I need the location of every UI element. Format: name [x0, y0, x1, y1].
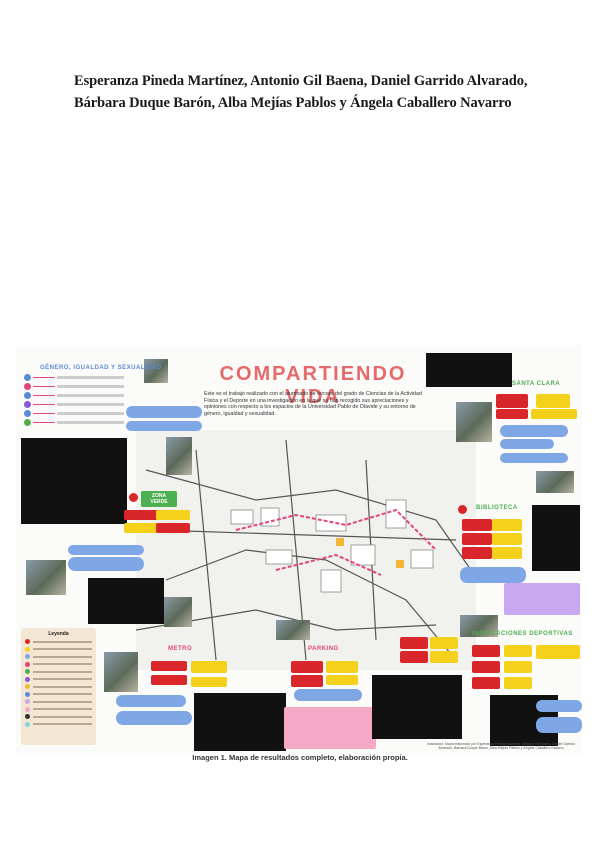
parking-tag-2: [326, 661, 358, 673]
section-metro-title: METRO: [168, 646, 193, 652]
legend-title: Leyenda: [48, 631, 69, 637]
parking-tag-3: [291, 675, 323, 687]
legend-row: [25, 669, 92, 675]
metro-tag-3: [151, 675, 187, 685]
metro-note: [194, 693, 286, 751]
parking-tag-4: [326, 675, 358, 685]
instalaciones-tag-10: [504, 677, 532, 689]
section-zona-verde-label: ZONA VERDE: [141, 491, 177, 507]
biblioteca-tag-6: [492, 547, 522, 559]
instalaciones-tag-11: [536, 645, 580, 659]
zona-verde-marker: [129, 493, 138, 502]
legend-row: [25, 639, 92, 645]
figure-credit: Ilustración: Mapa elaborado por Esperanza Pineda Martínez, Antonio Gil Baena, Daniel Garrido Alvarado, Bárbara Duque Barón, Alba Mejías Pablos y Ángela Caballero Navarro: [427, 742, 575, 750]
figure-caption: Imagen 1. Mapa de resultados completo, elaboración propia.: [192, 753, 408, 762]
biblioteca-tag-1: [462, 519, 492, 531]
section-gender-title: GÉNERO, IGUALDAD Y SEXUALIDAD: [40, 365, 162, 371]
instalaciones-bubble-2: [536, 717, 582, 733]
biblioteca-tag-4: [492, 533, 522, 545]
legend-row: [25, 654, 92, 660]
metro-tag-1: [151, 661, 187, 671]
author-list: [74, 70, 544, 114]
biblioteca-bubble: [460, 567, 526, 583]
biblioteca-note-purple: [504, 583, 580, 615]
zona-verde-tag-3: [124, 523, 158, 533]
biblioteca-marker: [458, 505, 467, 514]
section-biblioteca-title: BIBLIOTECA: [476, 505, 518, 511]
photo-top-center: [166, 437, 192, 475]
santa-clara-bubble-1: [500, 425, 568, 437]
instalaciones-tag-9: [472, 677, 500, 689]
santa-clara-tag-1: [496, 394, 528, 408]
center-note: [372, 675, 462, 739]
zona-verde-tag-2: [156, 510, 190, 520]
biblioteca-note: [532, 505, 580, 571]
metro-bubble-2: [116, 711, 192, 725]
top-bubble-1: [126, 406, 202, 418]
legend-row: [25, 677, 92, 683]
santa-clara-tag-3: [496, 409, 528, 419]
parking-photo: [276, 620, 310, 640]
authors-line-1: Esperanza Pineda Martínez, Antonio Gil Baena, Daniel Garrido Alvarado,: [74, 73, 528, 89]
gender-photo: [144, 359, 168, 383]
metro-tag-4: [191, 677, 227, 687]
zona-verde-tag-1: [124, 510, 158, 520]
biblioteca-tag-3: [462, 533, 492, 545]
legend-row: [25, 662, 92, 668]
poster-title: COMPARTIENDO VIDA: [219, 363, 407, 408]
instalaciones-tag-7: [472, 661, 500, 673]
legend-row: [25, 684, 92, 690]
legend-row: [25, 647, 92, 653]
metro-photo-1: [164, 597, 192, 627]
biblioteca-tag-5: [462, 547, 492, 559]
zona-verde-note: [88, 578, 164, 624]
zona-verde-bubble-2: [68, 557, 144, 571]
metro-tag-2: [191, 661, 227, 673]
zona-verde-tag-4: [156, 523, 190, 533]
gender-note: [21, 438, 127, 524]
biblioteca-photo: [536, 471, 574, 493]
instalaciones-tag-5: [472, 645, 500, 657]
santa-clara-tag-2: [536, 394, 570, 408]
legend-row: [25, 714, 92, 720]
map-legend: [21, 628, 96, 745]
instalaciones-bubble-1: [536, 700, 582, 712]
top-bubble-2: [126, 421, 202, 431]
parking-tag-1: [291, 661, 323, 673]
legend-row: [25, 692, 92, 698]
section-santa-clara-title: SANTA CLARA: [512, 381, 561, 387]
instalaciones-tag-4: [430, 651, 458, 663]
instalaciones-tag-6: [504, 645, 532, 657]
section-instalaciones-title: INSTALACIONES DEPORTIVAS: [472, 631, 573, 637]
legend-row: [25, 707, 92, 713]
biblioteca-tag-2: [492, 519, 522, 531]
instalaciones-tag-1: [400, 637, 428, 649]
metro-bubble-1: [116, 695, 186, 707]
section-parking-title: PARKING: [308, 646, 339, 652]
instalaciones-tag-8: [504, 661, 532, 673]
results-map-figure: [16, 345, 582, 755]
santa-clara-tag-4: [531, 409, 577, 419]
parking-note-pink: [284, 707, 376, 749]
authors-line-2: Bárbara Duque Barón, Alba Mejías Pablos y Ángela Caballero Navarro: [74, 95, 512, 111]
santa-clara-bubble-3: [500, 453, 568, 463]
santa-clara-note: [426, 353, 512, 387]
gender-items: [24, 373, 124, 427]
legend-row: [25, 722, 92, 728]
parking-bubble: [294, 689, 362, 701]
instalaciones-tag-2: [430, 637, 458, 649]
legend-row: [25, 699, 92, 705]
instalaciones-tag-3: [400, 651, 428, 663]
metro-photo-2: [104, 652, 138, 692]
poster-intro: Este es el trabajo realizado con el alumnado de tercero del grado de Ciencias de la Actividad Física y el Deporte en una investigación en la que se han recogido sus apreciaciones y opiniones con respecto a los espacios de la Universidad Pablo de Olavide y su entorno de género, igualdad y sexualidad.: [204, 391, 422, 417]
zona-verde-bubble-1: [68, 545, 144, 555]
santa-clara-photo: [456, 402, 492, 442]
zona-verde-photo: [26, 560, 66, 595]
santa-clara-bubble-2: [500, 439, 554, 449]
